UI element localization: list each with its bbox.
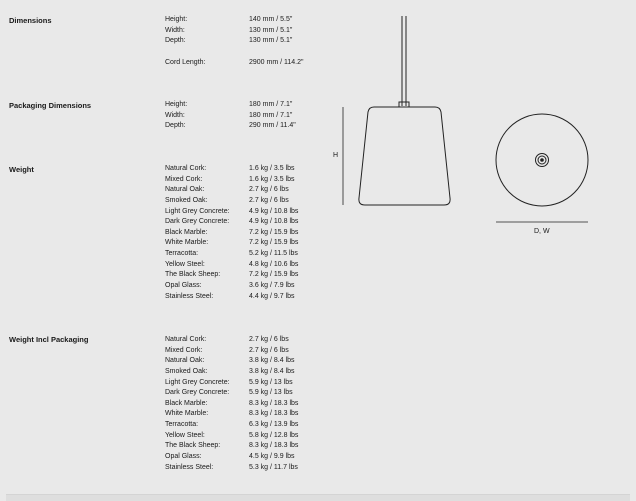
spec-value: 5.3 kg / 11.7 lbs: [249, 463, 298, 471]
spec-value: 180 mm / 7.1": [249, 101, 293, 108]
spec-label: Black Marble:: [165, 228, 208, 236]
spec-label: Terracotta:: [165, 250, 199, 258]
spec-label: Width:: [165, 26, 185, 34]
spec-value: 180 mm / 7.1": [249, 111, 293, 119]
spec-label: Stainless Steel:: [165, 292, 214, 300]
spec-label: Terracotta:: [165, 421, 199, 429]
spec-label: White Marble:: [165, 239, 209, 247]
spec-value: 130 mm / 5.1": [249, 26, 293, 34]
spec-label: Light Grey Concrete:: [165, 207, 230, 215]
spec-value: 7.2 kg / 15.9 lbs: [249, 271, 299, 279]
spec-label: Black Marble:: [165, 399, 208, 407]
spec-value: 130 mm / 5.1": [249, 37, 293, 45]
spec-label: Opal Glass:: [165, 282, 202, 290]
spec-value: 3.8 kg / 8.4 lbs: [249, 367, 295, 375]
spec-value: 1.6 kg / 3.5 lbs: [249, 165, 295, 172]
spec-label: White Marble:: [165, 410, 209, 418]
cord-lines: [402, 16, 406, 106]
spec-label: Natural Cork:: [165, 165, 207, 172]
spec-value: 6.3 kg / 13.9 lbs: [249, 421, 299, 429]
spec-value: 2.7 kg / 6 lbs: [249, 336, 289, 343]
spec-value: 4.5 kg / 9.9 lbs: [249, 453, 295, 461]
spec-value: 8.3 kg / 18.3 lbs: [249, 442, 299, 450]
spec-label: Natural Oak:: [165, 357, 205, 365]
spec-label: Mixed Cork:: [165, 346, 203, 354]
weight-title: Weight: [9, 165, 34, 174]
spec-value: 5.2 kg / 11.5 lbs: [249, 250, 298, 258]
spec-value: 1.6 kg / 3.5 lbs: [249, 175, 295, 183]
width-label: D, W: [534, 228, 550, 235]
spec-value: 4.4 kg / 9.7 lbs: [249, 292, 295, 300]
spec-label: Opal Glass:: [165, 453, 202, 461]
spec-label: Dark Grey Concrete:: [165, 218, 230, 226]
spec-value: 5.9 kg / 13 lbs: [249, 389, 293, 397]
spec-value: 7.2 kg / 15.9 lbs: [249, 239, 299, 247]
spec-label: Yellow Steel:: [165, 260, 205, 268]
spec-label: Depth:: [165, 122, 186, 130]
spec-value: 8.3 kg / 18.3 lbs: [249, 399, 299, 407]
weight-packaging-title: Weight Incl Packaging: [9, 335, 89, 344]
spec-value: 2.7 kg / 6 lbs: [249, 346, 289, 354]
lamp-top-view-socket-inner: [540, 158, 544, 162]
spec-value: 3.8 kg / 8.4 lbs: [249, 357, 295, 365]
spec-value: 140 mm / 5.5": [249, 16, 293, 23]
spec-value: 4.8 kg / 10.6 lbs: [249, 260, 299, 268]
spec-value: 8.3 kg / 18.3 lbs: [249, 410, 299, 418]
spec-value: 3.6 kg / 7.9 lbs: [249, 282, 295, 290]
spec-value: 2.7 kg / 6 lbs: [249, 186, 289, 194]
height-label: H: [333, 152, 339, 159]
spec-value: 4.9 kg / 10.8 lbs: [249, 218, 299, 226]
cord-length-value: 2900 mm / 114.2": [249, 59, 304, 66]
spec-label: Width:: [165, 111, 185, 119]
spec-label: Natural Cork:: [165, 336, 207, 343]
spec-label: Mixed Cork:: [165, 175, 203, 183]
lamp-neck: [399, 102, 409, 107]
spec-label: Height:: [165, 101, 188, 108]
spec-value: 7.2 kg / 15.9 lbs: [249, 228, 299, 236]
spec-label: Stainless Steel:: [165, 463, 214, 471]
spec-label: Light Grey Concrete:: [165, 378, 230, 386]
spec-label: Natural Oak:: [165, 186, 205, 194]
spec-value: 5.9 kg / 13 lbs: [249, 378, 293, 386]
spec-label: Yellow Steel:: [165, 431, 205, 439]
spec-label: Depth:: [165, 37, 186, 45]
spec-label: Smoked Oak:: [165, 196, 208, 204]
dimensions-title: Dimensions: [9, 16, 52, 25]
cord-length-label: Cord Length:: [165, 59, 206, 66]
spec-value: 4.9 kg / 10.8 lbs: [249, 207, 299, 215]
spec-label: The Black Sheep:: [165, 271, 221, 279]
spec-label: Dark Grey Concrete:: [165, 389, 230, 397]
spec-label: The Black Sheep:: [165, 442, 221, 450]
spec-value: 290 mm / 11.4": [249, 122, 296, 130]
spec-label: Height:: [165, 16, 188, 23]
spec-label: Smoked Oak:: [165, 367, 208, 375]
spec-value: 5.8 kg / 12.8 lbs: [249, 431, 299, 439]
lamp-side-view: [359, 107, 450, 205]
packaging-dimensions-title: Packaging Dimensions: [9, 101, 92, 110]
spec-value: 2.7 kg / 6 lbs: [249, 196, 289, 204]
